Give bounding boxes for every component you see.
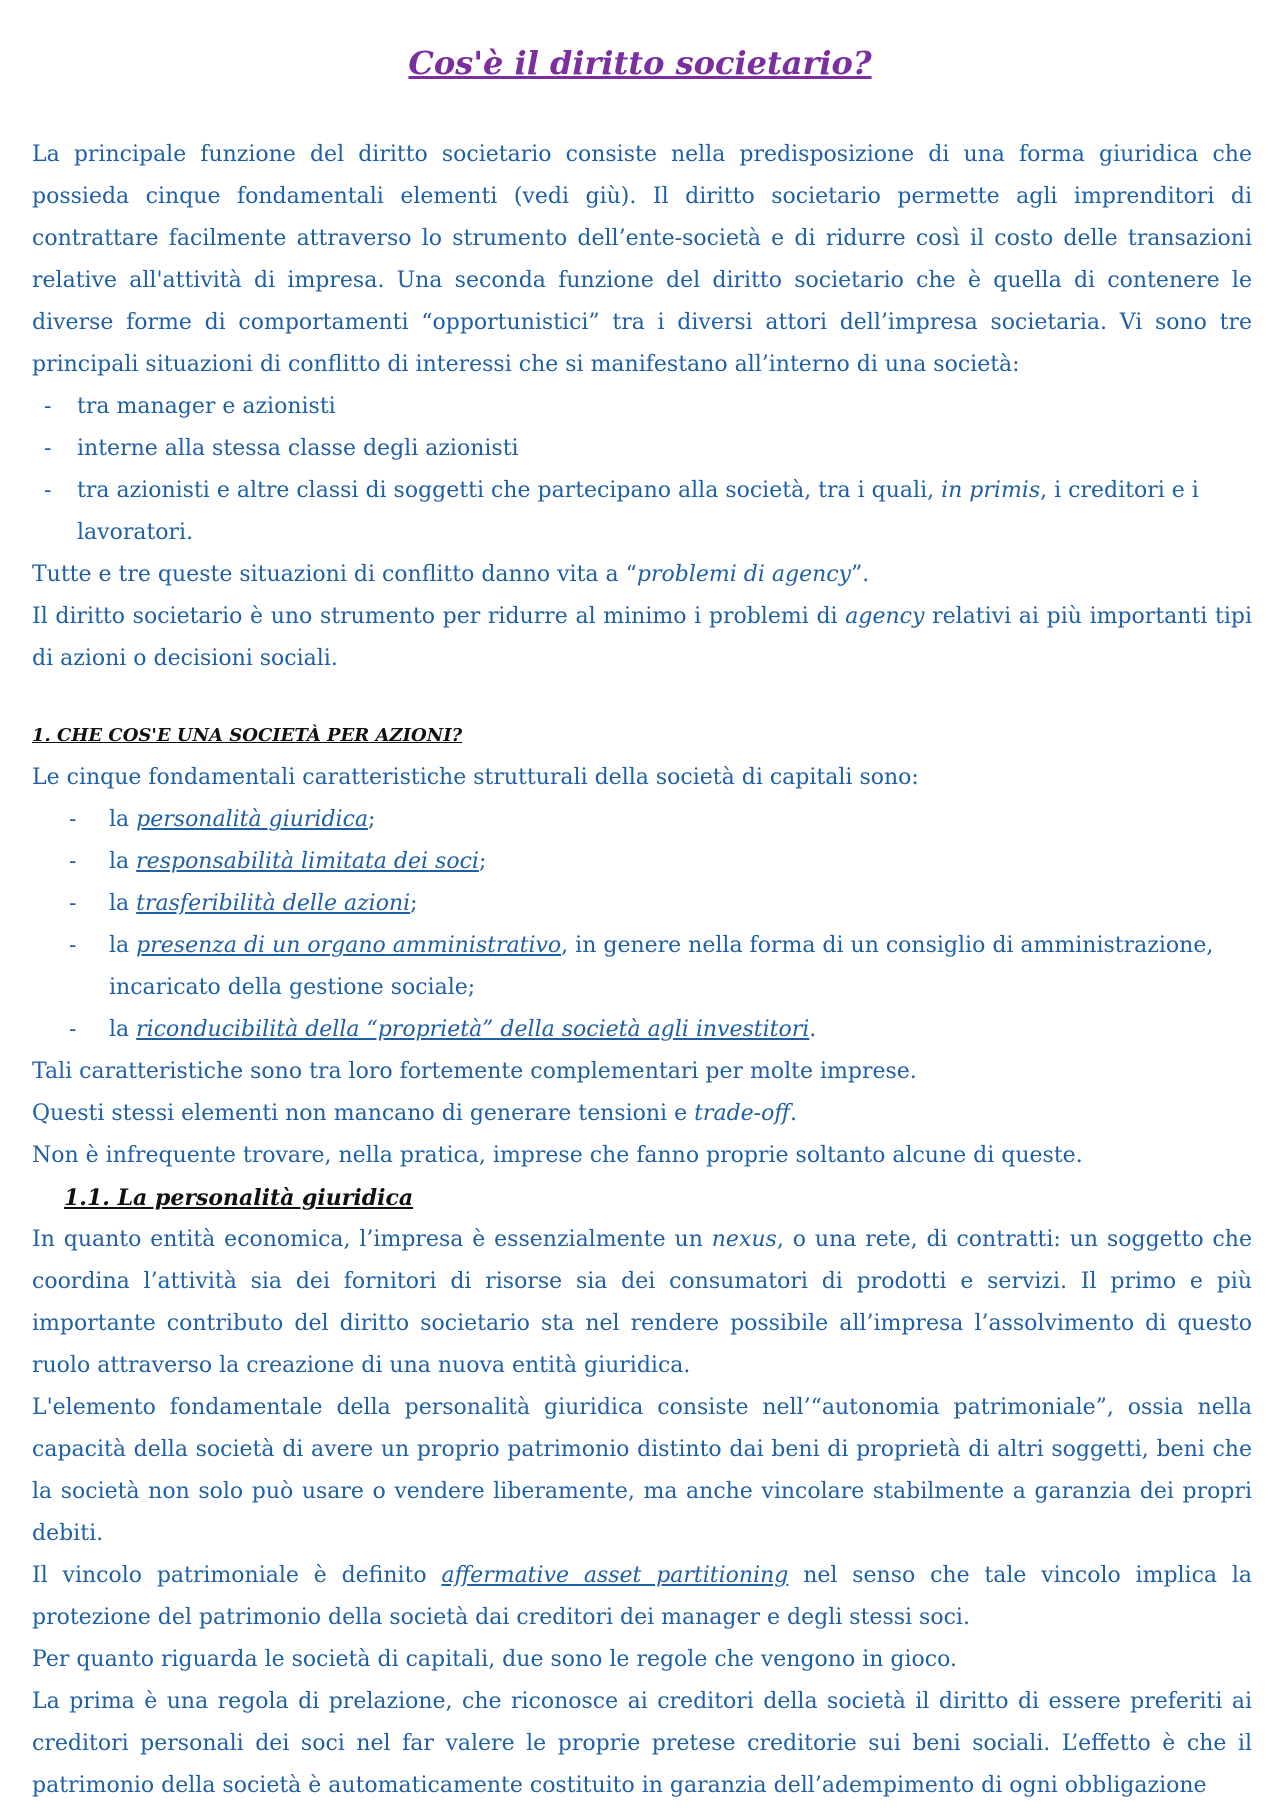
agency-paragraph: Tutte e tre queste situazioni di conflitto danno vita a “problemi di agency”. (32, 562, 870, 587)
subsection-heading: 1.1. La personalità giuridica (64, 1185, 414, 1211)
link-riconducibilita-proprieta[interactable]: riconducibilità della “proprietà” della società agli investitori (136, 1017, 810, 1042)
bullet-dash: - (69, 849, 77, 874)
document-body (32, 134, 1252, 1807)
bullet-dash: - (69, 807, 77, 832)
document-title: Cos'è il diritto societario? (408, 44, 872, 82)
link-personalita-giuridica[interactable]: personalità giuridica (136, 807, 369, 832)
conflict-list (32, 386, 1252, 554)
agency-paragraph-2: Il diritto societario è uno strumento per ridurre al minimo i problemi di agency relativi ai più importanti tipi di azioni o decisioni sociali. (32, 604, 1252, 671)
bullet-dash: - (69, 933, 77, 958)
paragraph: In quanto entità economica, l’impresa è essenzialmente un nexus, o una rete, di contratti: un soggetto che coordina l’attività sia dei fornitori di risorse sia dei consumatori di prodotti e servizi. Il primo e più importante contributo del diritto societario sta nel rendere possibile all’impresa l’assolvimento di questo ruolo attraverso la creazione di una nuova entità giuridica. (32, 1227, 1252, 1378)
list-item: - la personalità giuridica; (32, 799, 1252, 841)
link-organo-amministrativo[interactable]: presenza di un organo amministrativo (136, 933, 562, 958)
section-heading: 1. CHE COS'E UNA SOCIETÀ PER AZIONI? (32, 725, 463, 746)
paragraph: Il vincolo patrimoniale è definito affermative asset partitioning nel senso che tale vincolo implica la protezione del patrimonio della società dai creditori dei manager e degli stessi soci. (32, 1563, 1253, 1630)
paragraph: Per quanto riguarda le società di capitali, due sono le regole che vengono in gioco. (32, 1647, 957, 1672)
list-item: - tra azionisti e altre classi di soggetti che partecipano alla società, tra i quali, in primis, i creditori e i lavoratori. (32, 470, 1252, 554)
paragraph: La prima è una regola di prelazione, che riconosce ai creditori della società il diritto di essere preferiti ai creditori personali dei soci nel far valere le proprie pretese creditorie sui beni sociali. L’effetto è che il patrimonio della società è automaticamente costituito in garanzia dell’adempimento di ogni obbligazione (32, 1689, 1252, 1798)
list-item: - tra manager e azionisti (32, 386, 1252, 428)
intro-paragraph: La principale funzione del diritto societario consiste nella predisposizione di una forma giuridica che possieda cinque fondamentali elementi (vedi giù). Il diritto societario permette agli imprenditori di contrattare facilmente attraverso lo strumento dell’ente-società e di ridurre così il costo delle transazioni relative all'attività di impresa. Una seconda funzione del diritto societario che è quella di contenere le diverse forme di comportamenti “opportunistici” tra i diversi attori dell’impresa societaria. Vi sono tre principali situazioni di conflitto di interessi che si manifestano all’interno di una società: (32, 142, 1252, 377)
bullet-dash: - (44, 436, 52, 461)
list-item: - interne alla stessa classe degli azionisti (32, 428, 1252, 470)
features-list (32, 799, 1252, 1051)
link-affermative-asset-partitioning[interactable]: affermative asset partitioning (441, 1563, 789, 1588)
paragraph: Questi stessi elementi non mancano di generare tensioni e trade-off. (32, 1101, 797, 1126)
link-trasferibilita-azioni[interactable]: trasferibilità delle azioni (136, 891, 411, 916)
list-item: - la presenza di un organo amministrativo, in genere nella forma di un consiglio di amministrazione, incaricato della gestione sociale; (32, 925, 1252, 1009)
bullet-dash: - (69, 1017, 77, 1042)
list-item: - la trasferibilità delle azioni; (32, 883, 1252, 925)
bullet-dash: - (69, 891, 77, 916)
list-item: - la riconducibilità della “proprietà” della società agli investitori. (32, 1009, 1252, 1051)
section-lead: Le cinque fondamentali caratteristiche strutturali della società di capitali sono: (32, 765, 919, 790)
link-responsabilita-limitata[interactable]: responsabilità limitata dei soci (136, 849, 479, 874)
paragraph: Tali caratteristiche sono tra loro fortemente complementari per molte imprese. (32, 1059, 917, 1084)
list-item: - la responsabilità limitata dei soci; (32, 841, 1252, 883)
bullet-dash: - (44, 478, 52, 503)
paragraph: L'elemento fondamentale della personalità giuridica consiste nell’“autonomia patrimoniale”, ossia nella capacità della società di avere un proprio patrimonio distinto dai beni di proprietà di altri soggetti, beni che la società non solo può usare o vendere liberamente, ma anche vincolare stabilmente a garanzia dei propri debiti. (32, 1395, 1252, 1546)
bullet-dash: - (44, 394, 52, 419)
paragraph: Non è infrequente trovare, nella pratica, imprese che fanno proprie soltanto alcune di queste. (32, 1143, 1083, 1168)
